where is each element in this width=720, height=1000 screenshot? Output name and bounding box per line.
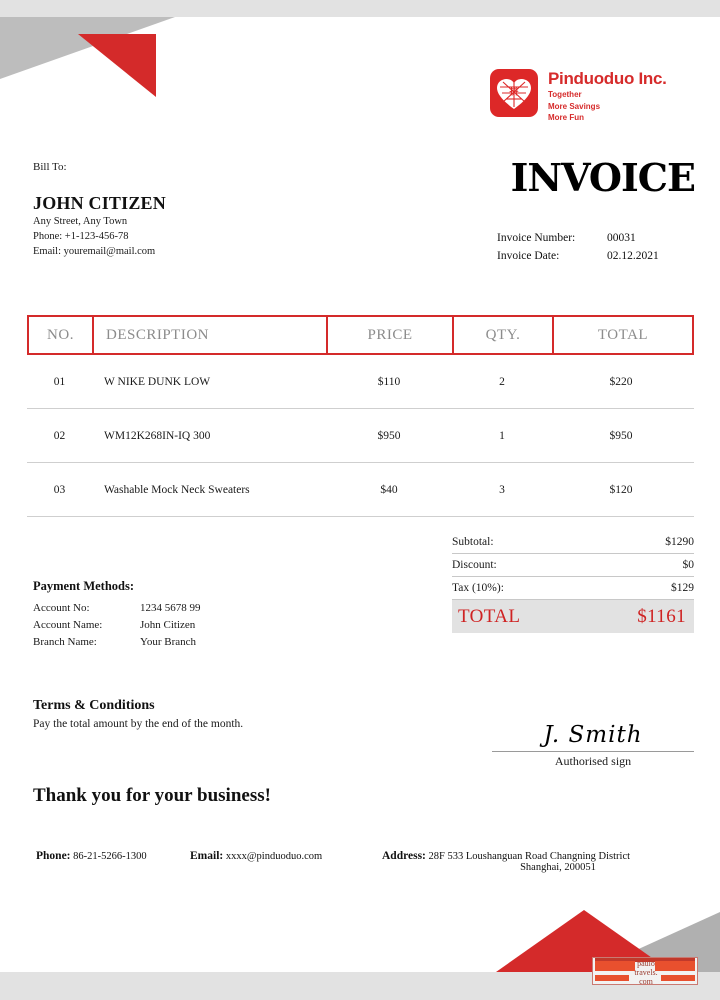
grand-total-label: TOTAL [458, 605, 521, 627]
svg-text:拼: 拼 [509, 87, 519, 98]
watermark-line-1: paulo [637, 959, 655, 968]
subtotal-value: $1290 [665, 536, 694, 548]
client-name: JOHN CITIZEN [33, 193, 166, 213]
pinduoduo-heart-logo-icon [490, 69, 538, 117]
discount-value: $0 [682, 559, 694, 571]
footer-email [190, 850, 322, 862]
brand-tagline-line-3: More Fun [548, 113, 584, 122]
account-name-value: John Citizen [140, 619, 196, 631]
cell-total: $220 [609, 375, 633, 388]
account-no-row [33, 600, 201, 617]
invoice-title: INVOICE [510, 155, 695, 200]
footer-phone [36, 850, 147, 862]
invoice-date-row [497, 247, 695, 265]
invoice-date-label: Invoice Date: [497, 250, 560, 262]
cell-qty: 1 [499, 429, 505, 442]
table-row [27, 409, 694, 463]
terms-text: Pay the total amount by the end of the month. [33, 718, 244, 730]
subtotal-row [452, 531, 694, 554]
cell-no: 02 [53, 429, 66, 442]
cell-total: $950 [609, 429, 633, 442]
bill-to-label: Bill To: [33, 161, 67, 173]
client-phone: Phone: +1-123-456-78 [33, 231, 129, 242]
footer-address-value: 28F 533 Loushanguan Road Changning District [428, 851, 631, 862]
footer-email-value: xxxx@pinduoduo.com [225, 851, 323, 862]
company-brand [490, 69, 667, 123]
footer-email-label: Email: [190, 850, 224, 862]
client-email: Email: youremail@mail.com [33, 246, 156, 257]
invoice-number-value: 00031 [607, 232, 636, 244]
cell-description: WM12K268IN-IQ 300 [104, 429, 211, 442]
footer-address [382, 850, 682, 873]
column-header-total: TOTAL [597, 326, 649, 343]
line-items-table-body [27, 355, 694, 517]
footer-phone-value: 86-21-5266-1300 [73, 851, 147, 862]
invoice-sheet [0, 17, 720, 972]
watermark-line-3: com [639, 977, 653, 985]
cell-no: 03 [53, 483, 66, 496]
cell-description: W NIKE DUNK LOW [104, 375, 211, 388]
thank-you-message: Thank you for your business! [33, 785, 271, 806]
column-header-description: DESCRIPTION [94, 317, 328, 353]
cell-total: $120 [609, 483, 633, 496]
tax-label: Tax (10%): [452, 582, 504, 594]
watermark-text [593, 959, 698, 985]
cell-qty: 2 [499, 375, 505, 388]
brand-tagline-line-2: More Savings [548, 101, 601, 111]
watermark-badge [592, 957, 698, 985]
signature-block [492, 715, 694, 769]
company-name: Pinduoduo Inc. [548, 69, 667, 88]
invoice-number-label: Invoice Number: [497, 232, 576, 244]
line-items-table-header [27, 315, 694, 355]
invoice-number-row [497, 229, 695, 247]
grand-total-row [452, 600, 694, 633]
table-row [27, 355, 694, 409]
cell-price: $950 [377, 429, 401, 442]
column-header-qty: QTY. [454, 317, 554, 353]
top-left-red-triangle-decoration [78, 34, 156, 97]
cell-qty: 3 [499, 483, 505, 496]
discount-row [452, 554, 694, 577]
grand-total-value: $1161 [637, 605, 686, 627]
cell-no: 01 [53, 375, 66, 388]
invoice-meta [497, 229, 695, 265]
account-no-value: 1234 5678 99 [140, 602, 201, 614]
discount-label: Discount: [452, 559, 497, 571]
cell-description: Washable Mock Neck Sweaters [104, 483, 250, 496]
tax-row [452, 577, 694, 600]
column-header-no: NO. [29, 317, 94, 353]
footer-address-value-2: Shanghai, 200051 [520, 862, 596, 873]
branch-name-row [33, 634, 201, 651]
subtotal-label: Subtotal: [452, 536, 494, 548]
branch-name-value: Your Branch [140, 636, 197, 648]
watermark-line-2: travels. [634, 968, 658, 977]
column-header-price: PRICE [328, 317, 454, 353]
account-no-label: Account No: [33, 602, 90, 614]
brand-tagline-line-1: Together [548, 90, 582, 99]
account-name-label: Account Name: [33, 619, 103, 631]
table-row [27, 463, 694, 517]
branch-name-label: Branch Name: [33, 636, 97, 648]
signature-mark: J. Smith [543, 722, 643, 748]
cell-price: $110 [377, 375, 401, 388]
payment-methods-title: Payment Methods: [33, 579, 135, 593]
invoice-date-value: 02.12.2021 [607, 250, 659, 262]
account-name-row [33, 617, 201, 634]
tax-value: $129 [671, 582, 694, 594]
cell-price: $40 [380, 483, 398, 496]
terms-title: Terms & Conditions [33, 698, 155, 713]
signature-label: Authorised sign [554, 754, 632, 768]
client-details [33, 214, 155, 259]
footer-address-label: Address: [382, 850, 426, 862]
payment-methods-details [33, 600, 201, 651]
footer-phone-label: Phone: [36, 850, 71, 862]
client-address: Any Street, Any Town [33, 216, 128, 227]
totals-summary [452, 531, 694, 633]
